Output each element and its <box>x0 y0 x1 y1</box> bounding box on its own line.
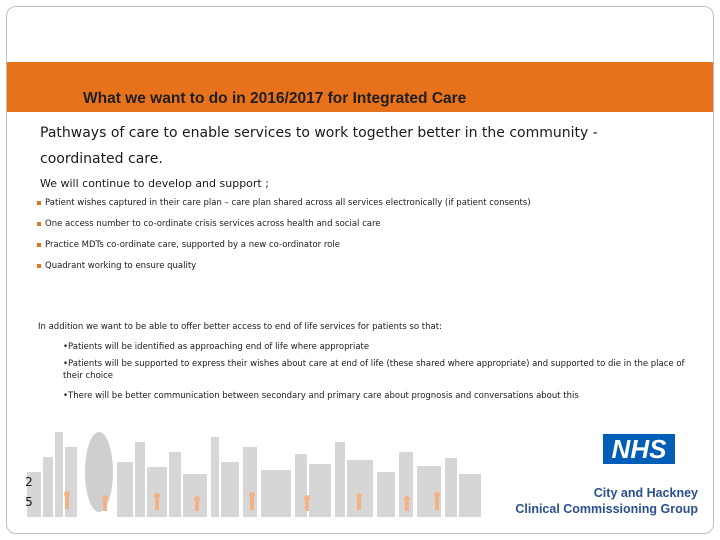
sub-bullet-text: Patients will be supported to express their wishes about care at end of life (these shared where appropriate) and supported to die in the place of their choice <box>63 359 685 381</box>
bullet-icon <box>37 243 41 247</box>
page-number <box>24 472 34 512</box>
bullet-item <box>37 260 531 281</box>
ccg-line-2: Clinical Commissioning Group <box>515 502 698 516</box>
intro-text: Pathways of care to enable services to work together better in the community - coordinated care. <box>40 125 598 167</box>
slide <box>6 6 714 534</box>
bullet-item <box>37 239 531 260</box>
title-bar <box>7 62 713 112</box>
sub-bullet-list <box>63 341 703 407</box>
bullet-list <box>37 197 531 281</box>
ccg-name <box>515 485 698 517</box>
slide-title: What we want to do in 2016/2017 for Integrated Care <box>83 90 467 107</box>
sub-bullet-item: •There will be better communication between secondary and primary care about prognosis and conversations about this <box>63 391 579 401</box>
sub-bullet-item: •Patients will be identified as approaching end of life where appropriate <box>63 342 370 352</box>
ccg-line-1: City and Hackney <box>593 486 698 500</box>
bullet-text: Quadrant working to ensure quality <box>45 261 197 271</box>
page-number-digit-2: 5 <box>25 495 33 509</box>
sub-heading: We will continue to develop and support ; <box>40 177 269 190</box>
sub-bullet-text: Patients will be identified as approaching end of life where appropriate <box>68 342 370 352</box>
skyline-illustration <box>7 402 487 517</box>
bullet-icon <box>37 201 41 205</box>
sub-bullet-item: •Patients will be supported to express their wishes about care at end of life (these shared where appropriate) and supported to die in the place of their choice <box>63 359 685 381</box>
bullet-item <box>37 218 531 239</box>
addition-intro: In addition we want to be able to offer better access to end of life services for patients so that: <box>38 322 442 332</box>
bullet-icon <box>37 264 41 268</box>
bullet-text: Practice MDTs co-ordinate care, supported by a new co-ordinator role <box>45 240 340 250</box>
sub-bullet-text: There will be better communication between secondary and primary care about prognosis and conversations about this <box>68 391 579 401</box>
bullet-text: Patient wishes captured in their care plan – care plan shared across all services electronically (if patient consents) <box>45 198 531 208</box>
bullet-text: One access number to co-ordinate crisis services across health and social care <box>45 219 381 229</box>
bullet-item <box>37 197 531 218</box>
bullet-icon <box>37 222 41 226</box>
page-number-digit-1: 2 <box>25 475 33 489</box>
nhs-logo: NHS <box>603 434 675 464</box>
